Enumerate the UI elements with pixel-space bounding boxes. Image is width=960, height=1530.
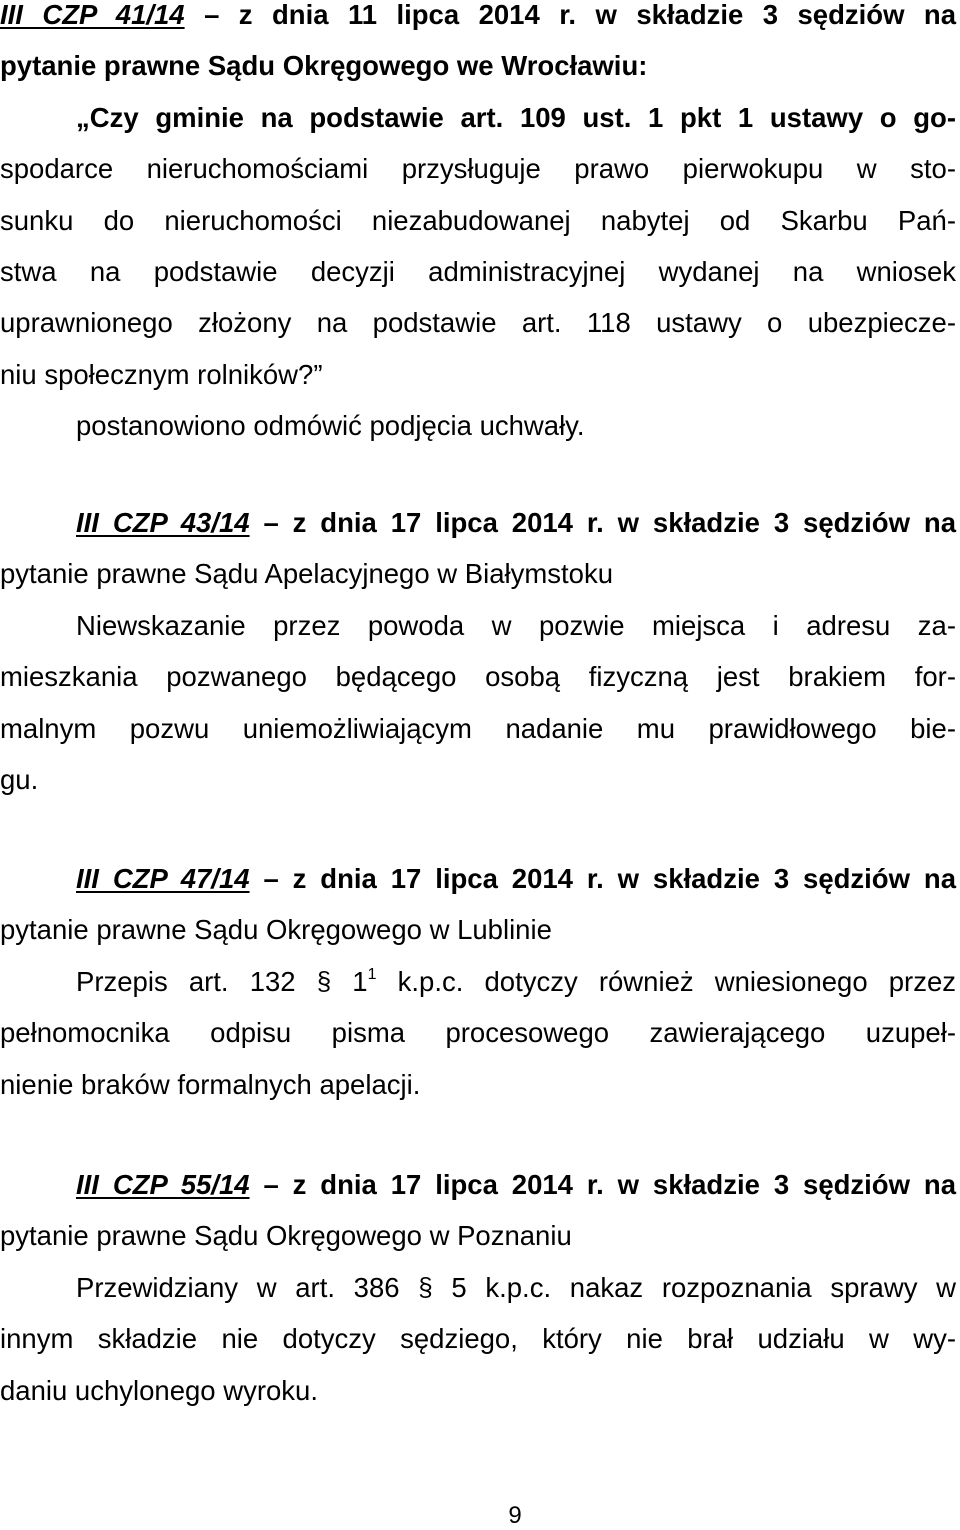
court-line: pytanie prawne Sądu Okręgowego w Poznaniu bbox=[0, 1220, 572, 1252]
dash: – bbox=[204, 0, 220, 30]
ruling-date-panel: z dnia 11 lipca 2014 r. w składzie 3 sędziów na bbox=[219, 0, 956, 30]
ruling-entry bbox=[0, 0, 956, 452]
body-line: nienie braków formalnych apelacji. bbox=[0, 1068, 421, 1100]
dash: – bbox=[263, 1169, 279, 1200]
ruling-date-panel: z dnia 17 lipca 2014 r. w składzie 3 sędziów na bbox=[278, 863, 956, 894]
resolution-line: postanowiono odmówić podjęcia uchwały. bbox=[76, 410, 585, 442]
body-line: gu. bbox=[0, 763, 39, 795]
section-sign: § bbox=[316, 965, 332, 996]
ruling-entry bbox=[0, 1159, 956, 1416]
page-number: 9 bbox=[508, 1502, 522, 1529]
case-number: III CZP 55/14 bbox=[76, 1169, 250, 1200]
body-line: daniu uchylonego wyroku. bbox=[0, 1374, 318, 1406]
court-line: pytanie prawne Sądu Okręgowego w Lublinie bbox=[0, 914, 552, 946]
court-line: pytanie prawne Sądu Okręgowego we Wrocławiu: bbox=[0, 50, 648, 82]
body-line: innym składzie nie dotyczy sędziego, który nie brał udziału w wy- bbox=[0, 1323, 956, 1355]
body-line: sunku do nieruchomości niezabudowanej nabytej od Skarbu Pań- bbox=[0, 204, 956, 236]
body-line: spodarce nieruchomościami przysługuje prawo pierwokupu w sto- bbox=[0, 153, 956, 185]
ruling-header bbox=[0, 1159, 956, 1210]
ruling-date-panel: z dnia 17 lipca 2014 r. w składzie 3 sędziów na bbox=[278, 1169, 956, 1200]
ruling-header bbox=[0, 0, 956, 40]
dash: – bbox=[263, 863, 279, 894]
body-text: Przewidziany w art. 386 bbox=[76, 1271, 419, 1303]
body-line: uprawnionego złożony na podstawie art. 118 ustawy o ubezpiecze- bbox=[0, 307, 956, 339]
case-number: III CZP 41/14 bbox=[0, 0, 185, 30]
superscript: 1 bbox=[367, 965, 377, 983]
body-text: 1 bbox=[331, 965, 368, 997]
body-line: Niewskazanie przez powoda w pozwie miejsca i adresu za- bbox=[76, 609, 956, 641]
body-line bbox=[0, 1262, 956, 1313]
body-line: pełnomocnika odpisu pisma procesowego zawierającego uzupeł- bbox=[0, 1017, 956, 1049]
case-number: III CZP 43/14 bbox=[76, 507, 250, 538]
ruling-date-panel: z dnia 17 lipca 2014 r. w składzie 3 sędziów na bbox=[278, 507, 956, 538]
body-line: stwa na podstawie decyzji administracyjnej wydanej na wniosek bbox=[0, 255, 956, 287]
court-line: pytanie prawne Sądu Apelacyjnego w Białymstoku bbox=[0, 558, 614, 590]
body-text: 5 k.p.c. nakaz rozpoznania sprawy w bbox=[432, 1271, 957, 1303]
body-line: „Czy gminie na podstawie art. 109 ust. 1 pkt 1 ustawy o go- bbox=[76, 101, 956, 133]
body-line: mieszkania pozwanego będącego osobą fizyczną jest brakiem for- bbox=[0, 661, 956, 693]
section-sign: § bbox=[418, 1271, 433, 1302]
body-line: niu społecznym rolników?” bbox=[0, 358, 323, 390]
ruling-header bbox=[0, 853, 956, 904]
case-number: III CZP 47/14 bbox=[76, 863, 250, 894]
ruling-entry bbox=[0, 853, 956, 1110]
dash: – bbox=[263, 507, 279, 538]
body-line bbox=[0, 956, 956, 1007]
ruling-entry bbox=[0, 497, 956, 805]
body-text: k.p.c. dotyczy również wniesionego przez bbox=[376, 965, 957, 997]
ruling-header bbox=[0, 497, 956, 548]
body-line: malnym pozwu uniemożliwiającym nadanie mu prawidłowego bie- bbox=[0, 712, 956, 744]
body-text: Przepis art. 132 bbox=[76, 965, 317, 997]
